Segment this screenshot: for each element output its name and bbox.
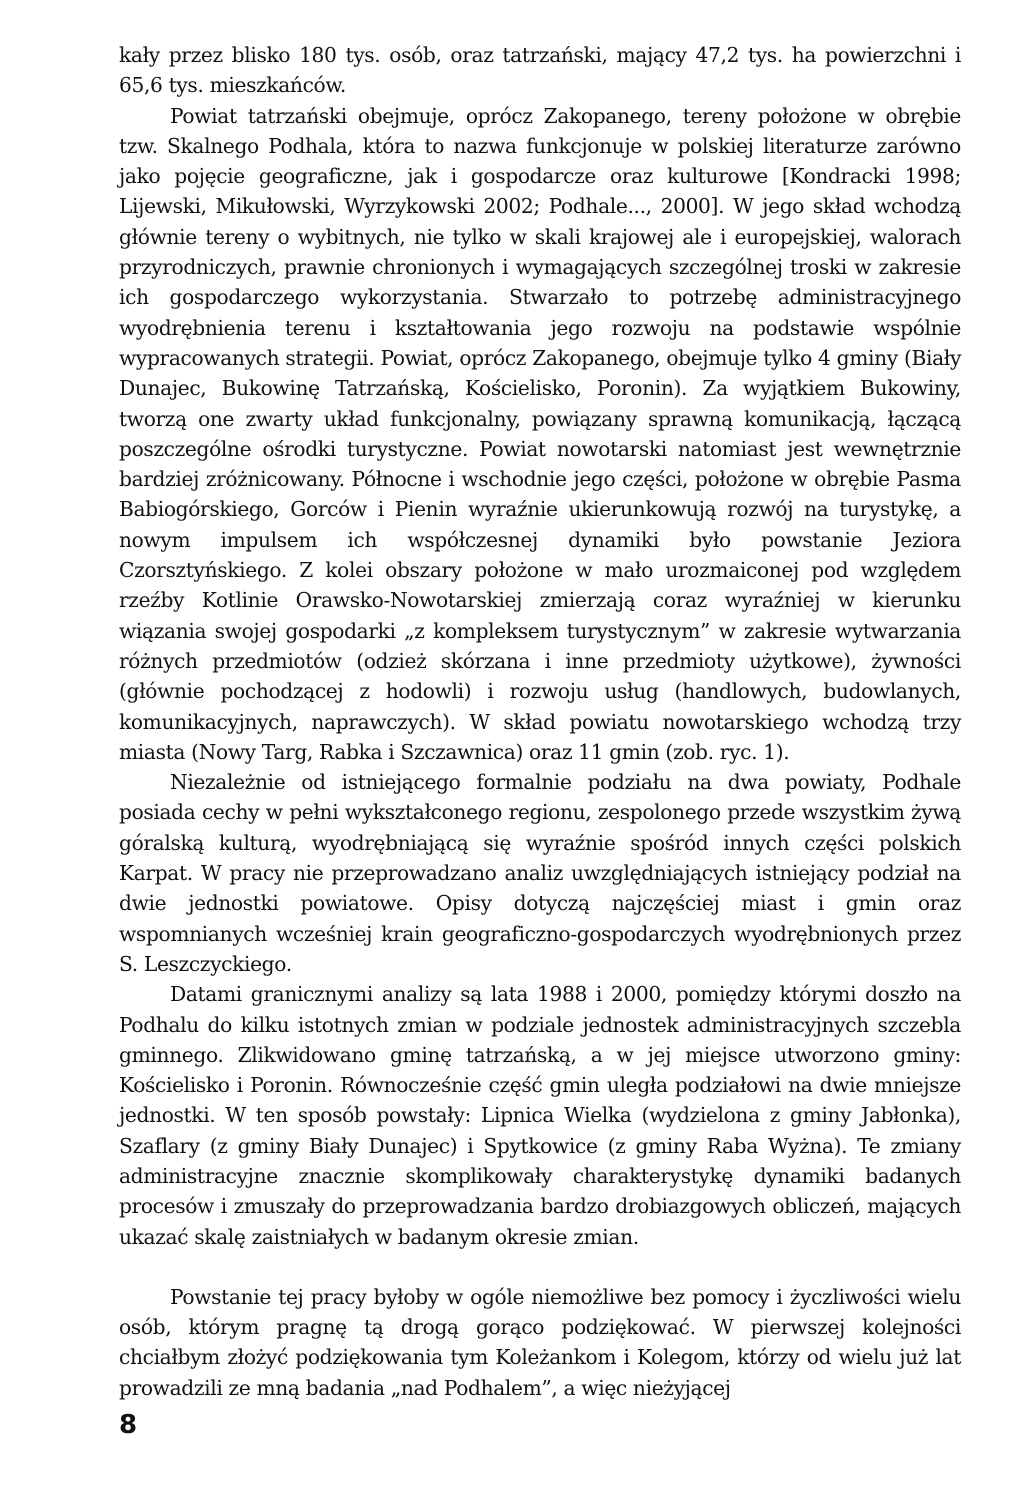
paragraph-acknowledgements: Powstanie tej pracy byłoby w ogóle niemożliwe bez pomocy i życzliwości wielu osób, którym pragnę tą drogą gorąco podziękować. W pierwszej kolejności chciałbym złożyć podziękowania tym Koleżankom i Kolegom, którzy od wielu już lat prowadzili ze mną badania „nad Podhalem”, a więc nieżyjącej — [119, 1284, 961, 1400]
page-body — [119, 40, 961, 1403]
paragraph-podhale-region: Niezależnie od istniejącego formalnie podziału na dwa powiaty, Podhale posiada cechy w pełni wykształconego regionu, zespolonego przede wszystkim żywą góralską kulturą, wyodrębniającą się wyraźnie spośród innych części polskich Karpat. W pracy nie przeprowadzano analiz uwzględniających istniejący podział na dwie jednostki powiatowe. Opisy dotyczą najczęściej miast i gmin oraz wspomnianych wcześniej krain geograficzno-gospodarczych wyodrębnionych przez S. Leszczyckiego. — [119, 770, 961, 976]
paragraph-tatra-county: Powiat tatrzański obejmuje, oprócz Zakopanego, tereny położone w obrębie tzw. Skalnego Podhala, która to nazwa funkcjonuje w polskiej literaturze zarówno jako pojęcie geograficzne, jak i gospodarcze oraz kulturowe [Kondracki 1998; Lijewski, Mikułowski, Wyrzykowski 2002; Podhale..., 2000]. W jego skład wchodzą głównie tereny o wybitnych, nie tylko w skali krajowej ale i europejskiej, walorach przyrodniczych, prawnie chronionych i wymagających szczególnej troski w zakresie ich gospodarczego wykorzystania. Stwarzało to potrzebę administracyjnego wyodrębnienia terenu i kształtowania jego rozwoju na podstawie wspólnie wypracowanych strategii. Powiat, oprócz Zakopanego, obejmuje tylko 4 gminy (Biały Dunajec, Bukowinę Tatrzańską, Kościelisko, Poronin). Za wyjątkiem Bukowiny, tworzą one zwarty układ funkcjonalny, powiązany sprawną komunikacją, łączącą poszczególne ośrodki turystyczne. Powiat nowotarski natomiast jest wewnętrznie bardziej zróżnicowany. Północne i wschodnie jego części, położone w obrębie Pasma Babiogórskiego, Gorców i Pienin wyraźnie ukierunkowują rozwój na turystykę, a nowym impulsem ich współczesnej dynamiki było powstanie Jeziora Czorsztyńskiego. Z kolei obszary położone w mało urozmaiconej pod względem rzeźby Kotlinie Orawsko-Nowotarskiej zmierzają coraz wyraźniej w kierunku wiązania swojej gospodarki „z kompleksem turystycznym” w zakresie wytwarzania różnych przedmiotów (odzież skórzana i inne przedmioty użytkowe), żywności (głównie pochodzącej z hodowli) i rozwoju usług (handlowych, budowlanych, komunikacyjnych, naprawczych). W skład powiatu nowotarskiego wchodzą trzy miasta (Nowy Targ, Rabka i Szczawnica) oraz 11 gmin (zob. ryc. 1). — [119, 103, 961, 764]
page-number: 8 — [119, 1410, 138, 1440]
paragraph-continued: kały przez blisko 180 tys. osób, oraz tatrzański, mający 47,2 tys. ha powierzchni i 65,6 tys. mieszkańców. — [119, 43, 961, 98]
paragraph-analysis-dates: Datami granicznymi analizy są lata 1988 i 2000, pomiędzy którymi doszło na Podhalu do kilku istotnych zmian w podziale jednostek administracyjnych szczebla gminnego. Zlikwidowano gminę tatrzańską, a w jej miejsce utworzono gminy: Kościelisko i Poronin. Równocześnie część gmin uległa podziałowi na dwie mniejsze jednostki. W ten sposób powstały: Lipnica Wielka (wydzielona z gminy Jabłonka), Szaflary (z gminy Biały Dunajec) i Spytkowice (z gminy Raba Wyżna). Te zmiany administracyjne znacznie skomplikowały charakterystykę dynamiki badanych procesów i zmuszały do przeprowadzania bardzo drobiazgowych obliczeń, mających ukazać skalę zaistniałych w badanym okresie zmian. — [119, 982, 961, 1249]
